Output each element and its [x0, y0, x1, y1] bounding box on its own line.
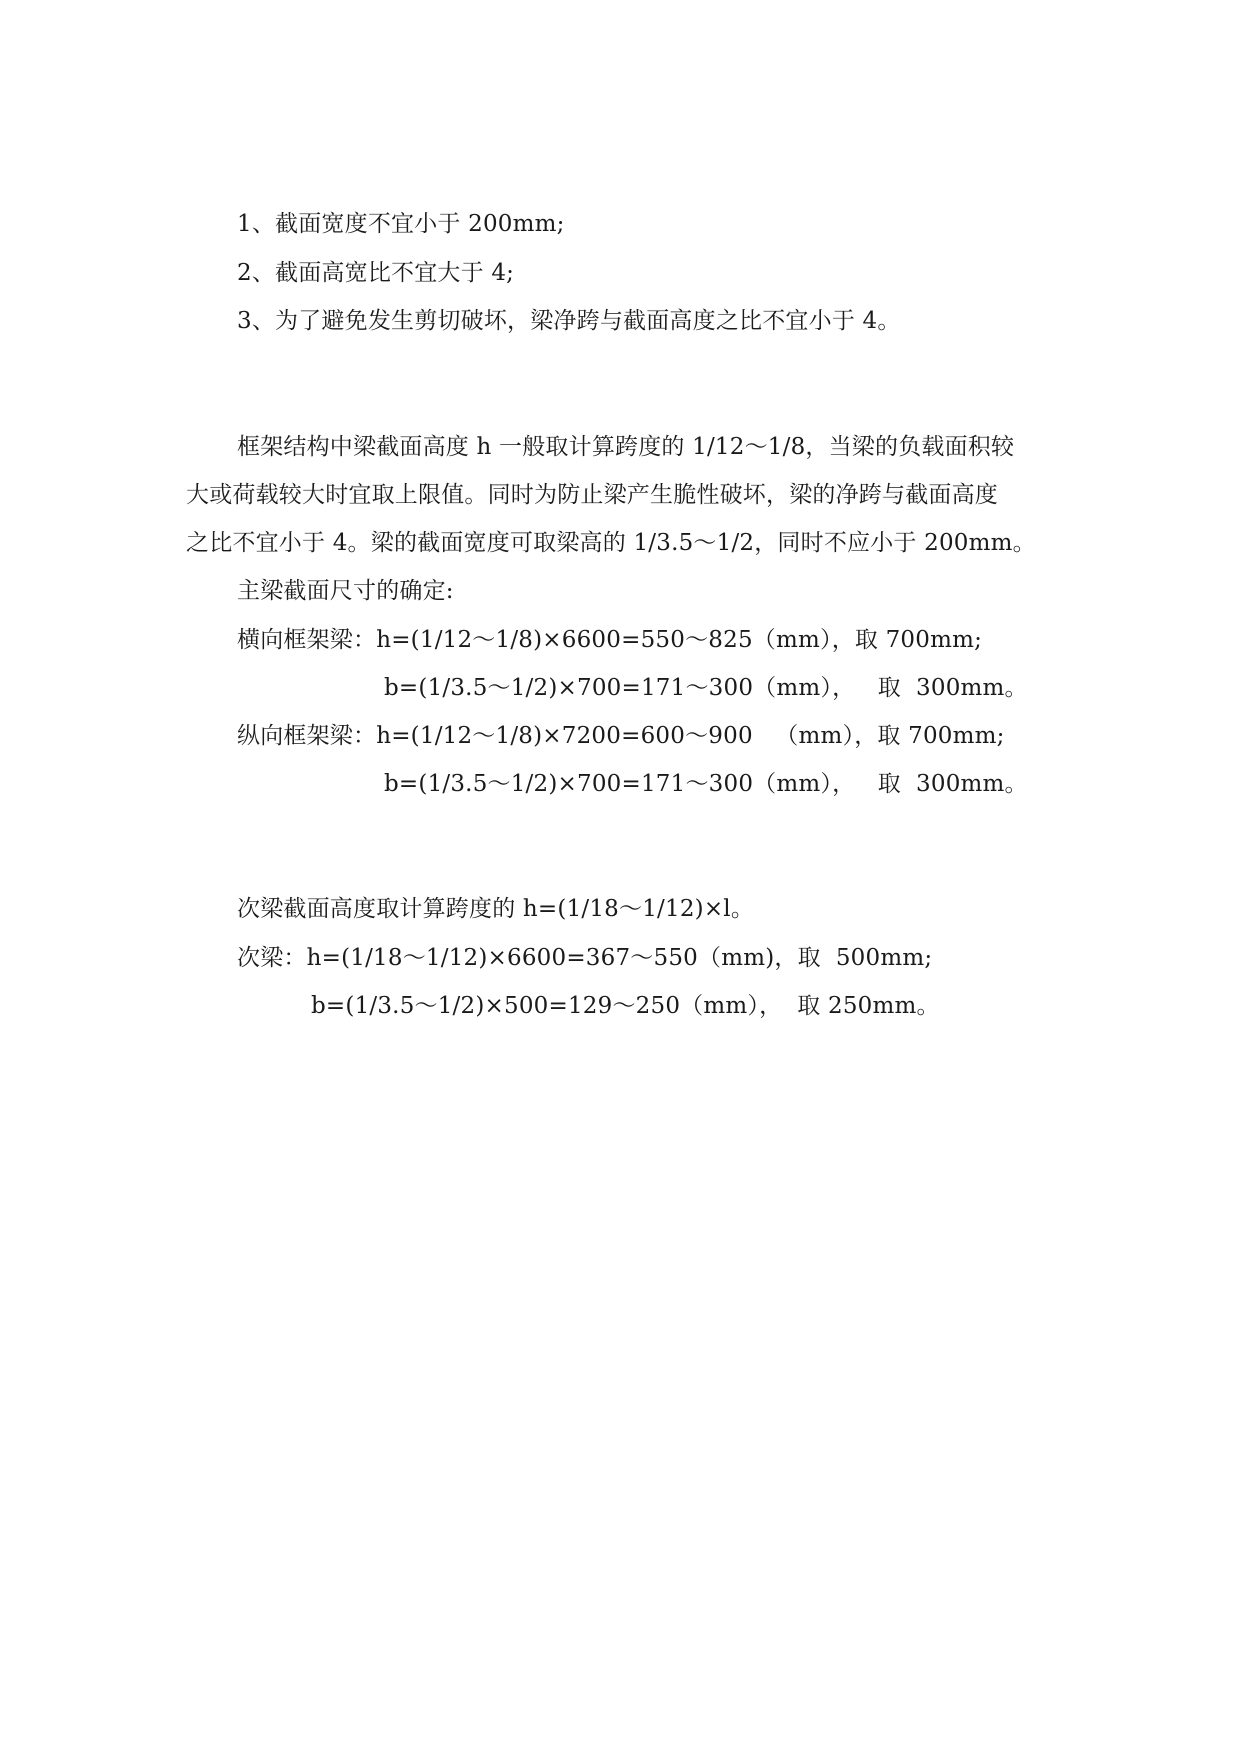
- paragraph-line-2: 大或荷载较大时宜取上限值。同时为防止梁产生脆性破坏，梁的净跨与截面高度: [186, 482, 998, 508]
- requirement-2: 2、截面高宽比不宜大于 4;: [237, 260, 515, 286]
- longitudinal-beam-width: b=(1/3.5～1/2)×700=171～300（mm）， 取 300mm。: [384, 771, 1028, 797]
- secondary-beam-width: b=(1/3.5～1/2)×500=129～250（mm）， 取 250mm。: [311, 993, 940, 1019]
- paragraph-line-3: 之比不宜小于 4。梁的截面宽度可取梁高的 1/3.5～1/2，同时不应小于 200mm。: [186, 530, 1036, 556]
- transverse-beam-height: 横向框架梁：h=(1/12～1/8)×6600=550～825（mm），取 700mm;: [237, 627, 983, 653]
- longitudinal-beam-height: 纵向框架梁：h=(1/12～1/8)×7200=600～900 （mm），取 700mm;: [237, 723, 1005, 749]
- paragraph-line-1: 框架结构中梁截面高度 h 一般取计算跨度的 1/12～1/8，当梁的负载面积较: [237, 434, 1015, 460]
- secondary-beam-height: 次梁：h=(1/18～1/12)×6600=367～550（mm)，取 500mm;: [237, 945, 933, 971]
- main-beam-heading: 主梁截面尺寸的确定:: [237, 578, 454, 604]
- secondary-beam-intro: 次梁截面高度取计算跨度的 h=(1/18～1/12)×l。: [237, 896, 755, 922]
- requirement-3: 3、为了避免发生剪切破坏，梁净跨与截面高度之比不宜小于 4。: [237, 308, 901, 334]
- requirement-1: 1、截面宽度不宜小于 200mm;: [237, 211, 565, 237]
- transverse-beam-width: b=(1/3.5～1/2)×700=171～300（mm）， 取 300mm。: [384, 675, 1028, 701]
